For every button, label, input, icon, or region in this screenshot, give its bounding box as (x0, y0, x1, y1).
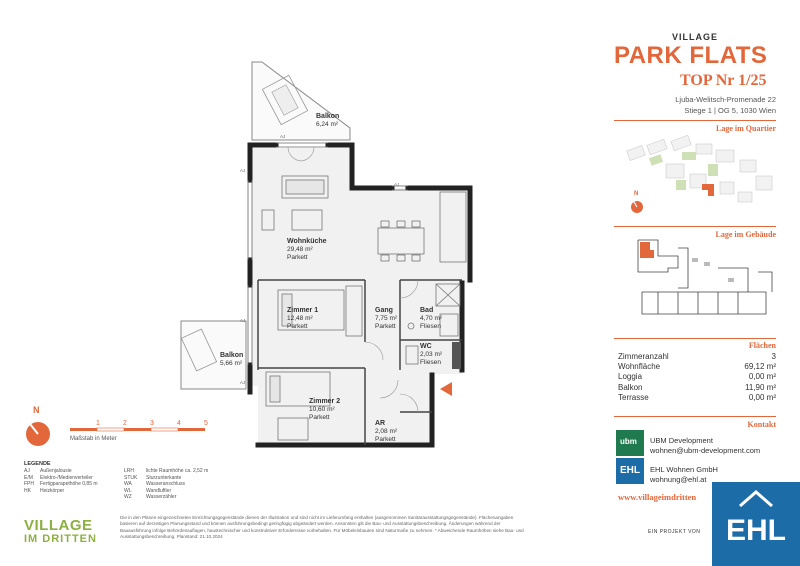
fact-row: Wohnfläche 69,12 m² (618, 362, 776, 372)
map-compass-icon (630, 200, 644, 214)
fact-row: Terrasse 0,00 m² (618, 392, 776, 402)
scale-tick: 4 (177, 420, 181, 427)
facts-table (618, 352, 776, 403)
contact-ubm: UBM Development wohnen@ubm-development.com (650, 436, 761, 455)
room-label-zimmer1: Zimmer 1 12,48 m² Parkett (287, 307, 319, 330)
scale-tick: 1 (96, 420, 100, 427)
fact-row: Balkon 11,90 m² (618, 382, 776, 392)
section-quartier: Lage im Quartier (716, 124, 776, 133)
unit-number: TOP Nr 1/25 (680, 72, 767, 89)
section-flaechen: Flächen (748, 341, 776, 350)
scale-tick: 2 (123, 420, 127, 427)
room-label-zimmer2: Zimmer 2 10,60 m² Parkett (309, 398, 341, 421)
aj-tag: AJ (280, 134, 286, 139)
contact-ehl: EHL Wohnen GmbH wohnung@ehl.at (650, 465, 718, 484)
legend-item: FPH Fertigparapethöhe 0,85 m (24, 481, 98, 487)
fact-row: Loggia 0,00 m² (618, 372, 776, 382)
disclaimer: Die in den Plänen eingezeichneten Einrichtungsgegenstände dienen der Illustration und sind nicht im Lieferumfang enthalten (ausgenommen Sanitärausstattungsgegenstände). Flächenangaben basieren auf derzeitigen Planungsstand und können ausführungsbedingt geringfügig abgeändert werden. Ansonsten gilt die Bau- und Ausstattungsbeschreibung. Änderungen während der Bauausführung infolge Behördenauflagen, haustechnischer und konstruktiver Erfordernisse vorbehalten. Für Möbeleinbauten sind Naturmaße zu nehmen. * Abweichende Raumhöhen siehe Bau- und Ausstattungsbeschreibung. Planstand: 21.10.2024 (120, 515, 524, 540)
legend-item: STUK Sturzunterkante (124, 474, 182, 481)
divider (614, 120, 776, 121)
room-label-balkon-top: Balkon 6,24 m² (316, 113, 340, 128)
scale-tick: 3 (150, 420, 154, 427)
section-gebaeude: Lage im Gebäude (715, 230, 776, 239)
legend-title: LEGENDE (24, 461, 51, 467)
scale-label: Maßstab in Meter (70, 436, 117, 442)
room-label-bad: Bad 4,70 m² Fliesen (420, 307, 443, 330)
brand-village: VILLAGE (672, 32, 719, 42)
website-link[interactable]: www.villageimdritten (618, 492, 697, 502)
legend-left (24, 468, 98, 494)
compass-letter: N (33, 405, 40, 415)
aj-tag: AJ (240, 168, 246, 173)
scale-bar (70, 426, 220, 434)
compass-icon (24, 420, 52, 448)
ehl-email-link[interactable]: wohnung@ehl.at (650, 475, 707, 484)
address-line-1: Ljuba-Welitsch-Promenade 22 (675, 95, 776, 104)
room-label-wohnkueche: Wohnküche 29,48 m² Parkett (287, 238, 327, 261)
divider (614, 226, 776, 227)
section-kontakt: Kontakt (747, 420, 776, 429)
address-line-2: Stiege 1 | OG 5, 1030 Wien (684, 106, 776, 115)
ubm-email-link[interactable]: wohnen@ubm-development.com (650, 446, 761, 455)
village-logo-bottom: IM DRITTEN (24, 533, 97, 545)
brand-park-flats: PARK FLATS (614, 42, 768, 69)
divider (614, 416, 776, 417)
legend-right (124, 468, 208, 501)
room-label-ar: AR 2,08 m² Parkett (375, 420, 398, 443)
aj-tag: AJ (240, 318, 246, 323)
scale-tick: 5 (204, 420, 208, 427)
ehl-corner-logo-text: EHL (726, 514, 786, 547)
legend-item: HK Heizkörper (24, 487, 65, 494)
legend-item: AJ Außenjalousie (24, 468, 72, 474)
ein-projekt-von: EIN PROJEKT VON (648, 529, 701, 535)
divider (614, 338, 776, 339)
fact-row: Zimmeranzahl 3 (618, 352, 776, 361)
room-label-wc: WC 2,03 m² Fliesen (420, 343, 443, 366)
legend-item: WZ Wasserzähler (124, 494, 177, 500)
house-roof-icon (738, 488, 774, 508)
room-label-gang: Gang 7,75 m² Parkett (375, 307, 398, 330)
room-label-balkon-left: Balkon 5,66 m² (220, 352, 244, 367)
aj-tag: AJ (394, 182, 400, 187)
ubm-logo-text: ubm (620, 437, 637, 446)
village-logo-top: VILLAGE (24, 517, 93, 534)
aj-tag: AJ (240, 380, 246, 385)
entrance-marker (440, 382, 452, 396)
map-north-letter: N (634, 191, 639, 197)
legend-item: E/M Elektro-/Medienverteiler (24, 474, 93, 481)
ehl-logo-text: EHL (620, 465, 640, 476)
legend-item: LRH lichte Raumhöhe ca. 2,52 m (124, 468, 209, 474)
legend-item: WA Wasseranschluss (124, 481, 185, 487)
building-plan (618, 228, 778, 328)
legend-item: WL Wandluftler (124, 487, 172, 494)
